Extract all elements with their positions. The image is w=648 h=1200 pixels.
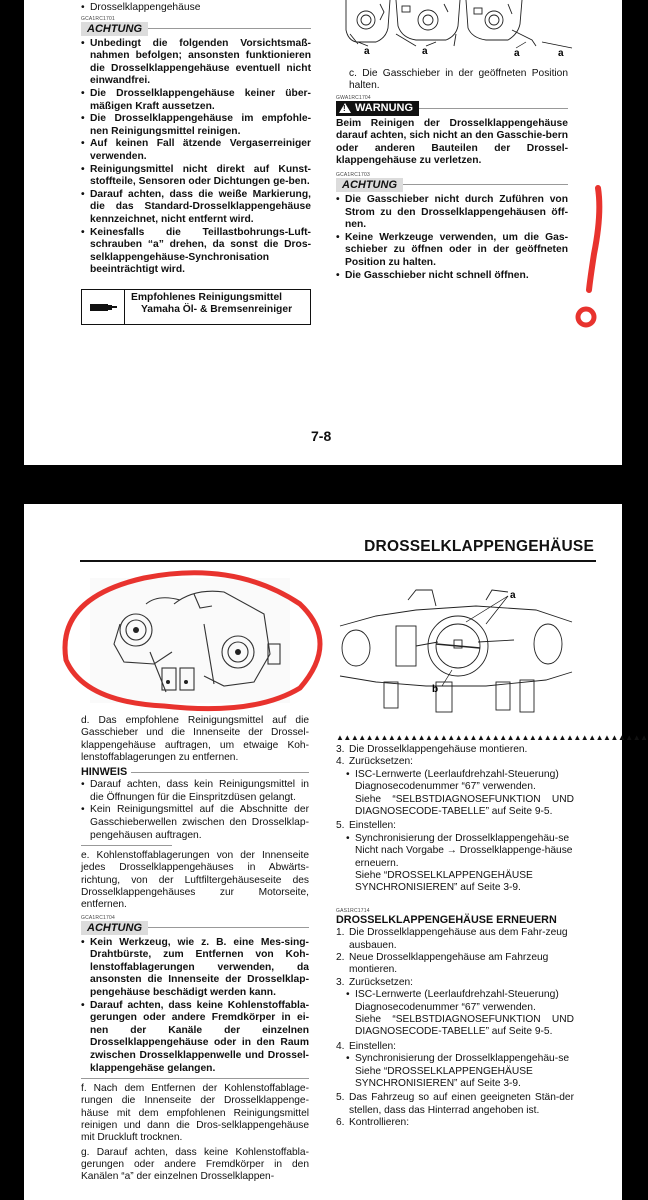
step-number: 4.: [336, 1040, 345, 1052]
throttle-body-photo: [54, 564, 314, 724]
list-item: • Die Drosselklappengehäuse im empfohle-nen Reinigungsmittel reinigen.: [81, 113, 311, 138]
caution-list-3: [81, 937, 309, 1076]
list-item: • Darauf achten, dass kein Reinigungsmittel in die Öffnungen für die Einspritzdüsen gelangt.: [81, 779, 309, 804]
step-number: 5.: [336, 820, 345, 832]
left-column-2: [81, 715, 309, 1184]
numbered-step: [336, 756, 574, 768]
step-number: 3.: [336, 976, 345, 988]
numbered-step: [336, 977, 574, 989]
hint-end-rule: [81, 845, 172, 846]
caution-header: [81, 22, 311, 36]
step-text: Zurücksetzen:: [349, 756, 413, 768]
reference-code: GCA1RC1701: [81, 15, 115, 22]
manual-page-7-8: [24, 0, 622, 465]
figure-label-a: a: [364, 46, 370, 57]
recommended-cleaner-box: [81, 289, 311, 325]
step-d: d. Das empfohlene Reinigungsmittel auf die Gasschieber und die Innenseite der Drossel-klappengehäuse auftragen, um etwaige Koh-lenstoffablagerungen zu entfernen.: [81, 715, 309, 763]
reference-code: GWA1RC1704: [336, 94, 371, 101]
list-item: • Kein Reinigungsmittel auf die Abschnitte der Gasschieberwellen zwischen den Drosselklap-pengehäusen auftragen.: [81, 804, 309, 842]
list-item: • Die Gasschieber nicht schnell öffnen.: [336, 270, 568, 283]
isc-item: • ISC-Lernwerte (Leerlaufdrehzahl-Steuerung) Diagnosecodenummer “67” verwenden.: [346, 989, 574, 1014]
list-item: • Die Drosselklappengehäuse keiner über-mäßigen Kraft aussetzen.: [81, 88, 311, 113]
caution-header-3: [81, 921, 309, 935]
list-item: • Die Gasschieber nicht durch Zuführen von Strom zu den Drosselklappengehäusen öff-nen.: [336, 194, 568, 232]
adjust-list-2: [346, 1053, 574, 1066]
caution-list-2: [336, 194, 568, 282]
numbered-step: [336, 744, 574, 756]
recommended-value: Yamaha Öl- & Bremsenreiniger: [141, 304, 293, 316]
figure-label-a: a: [422, 46, 428, 57]
step-5b: [336, 1092, 574, 1117]
renew-step-list: [336, 927, 574, 988]
step-list: [336, 744, 574, 769]
figure-label-a: a: [558, 48, 564, 59]
step-e: e. Kohlenstoffablagerungen von der Innenseite jedes Drosselklappengehäuses in Abwärts-richtung, von der Luftfiltergehäuseseite des Drosselklappengehäuses zur Motorseite, entfernen.: [81, 850, 309, 911]
caution-list: [81, 38, 311, 277]
isc-reference: Siehe “SELBSTDIAGNOSEFUNKTION UND DIAGNOSECODE-TABELLE” auf Seite 9-5.: [355, 1014, 574, 1038]
spray-can-icon: [82, 290, 125, 324]
recommended-label: Empfohlenes Reinigungsmittel: [131, 291, 283, 303]
throttle-body-diagram: [336, 586, 574, 726]
isc-item: • ISC-Lernwerte (Leerlaufdrehzahl-Steuerung) Diagnosecodenummer “67” verwenden.: [346, 769, 574, 794]
step-g: g. Darauf achten, dass keine Kohlenstoffabla-gerungen oder andere Fremdkörper in den Kanälen “a” der einzelnen Drosselklappen-: [81, 1146, 309, 1183]
numbered-step: [336, 952, 574, 977]
hint-divider: [131, 772, 309, 773]
step-f: f. Nach dem Entfernen der Kohlenstoffablage-rungen die Innenseite der Drosselklappenge-häuse mit dem empfohlenen Reinigungsmittel reinigen und dann die Dros-selklappengehäuse mit Druckluft trocknen.: [81, 1083, 309, 1144]
reference-code: GCA1RC1703: [336, 171, 370, 178]
warning-tag: [336, 101, 419, 116]
sync-reference: Siehe “DROSSELKLAPPENGEHÄUSE SYNCHRONISIEREN” auf Seite 3-9.: [355, 869, 533, 894]
numbered-step: [336, 927, 574, 952]
step-text: Das Fahrzeug so auf einen geeigneten Stän-der stellen, dass das Hinterrad angehoben ist.: [349, 1092, 574, 1116]
step-4: [336, 1041, 574, 1053]
caution-divider: [148, 927, 309, 928]
step-5: [336, 820, 574, 832]
list-item: • Unbedingt die folgenden Vorsichtsmaß-nahmen befolgen; ansonsten funktionieren die Drosselklappengehäuse eventuell nicht einwandfrei.: [81, 38, 311, 88]
page-number: 7-8: [311, 428, 332, 444]
step-c-text: c. Die Gasschieber in der geöffneten Position halten.: [349, 68, 568, 92]
step-number: 4.: [336, 756, 345, 768]
right-column: [336, 0, 568, 282]
adjust-list: [346, 833, 574, 846]
list-item: • Auf keinen Fall ätzende Vergaserreiniger verwenden.: [81, 138, 311, 163]
list-item: • Keinesfalls die Teillastbohrungs-Luft-schrauben “a” drehen, da sonst die Dros-selklappengehäuse-Synchronisation beeinträchtigt wird.: [81, 227, 311, 277]
manual-page-next: [24, 504, 648, 1200]
reset-list-2: [346, 989, 574, 1014]
step-number: 2.: [336, 952, 345, 964]
step-number: 6.: [336, 1116, 345, 1128]
warning-label: WARNUNG: [355, 101, 414, 114]
hint-label: HINWEIS: [81, 766, 128, 779]
isc-reference: Siehe “SELBSTDIAGNOSEFUNKTION UND DIAGNOSECODE-TABELLE” auf Seite 9-5.: [355, 793, 574, 818]
figure-label-a: a: [514, 48, 520, 59]
step-6: [336, 1117, 574, 1129]
sync-reference: Siehe “DROSSELKLAPPENGEHÄUSE SYNCHRONISIEREN” auf Seite 3-9.: [355, 1065, 533, 1089]
warning-divider: [419, 108, 568, 109]
left-column: [81, 2, 311, 325]
step-number: 1.: [336, 927, 345, 939]
step-c: [336, 68, 568, 93]
page-header-title: DROSSELKLAPPENGEHÄUSE: [364, 538, 594, 555]
hint-header: [81, 766, 309, 779]
right-column-2: [336, 744, 574, 1129]
header-rule: [80, 560, 596, 562]
figure-label-b: b: [432, 684, 439, 695]
figure-label-a: a: [510, 590, 516, 601]
step-text: Einstellen:: [349, 1040, 397, 1052]
recommended-cleaner-text: [125, 290, 298, 324]
caution-label: ACHTUNG: [81, 22, 148, 36]
hint-list: [81, 779, 309, 842]
throttle-body-figure: [336, 0, 568, 62]
reset-list: [346, 769, 574, 794]
step-text: Kontrollieren:: [349, 1116, 410, 1128]
list-item: • Keine Werkzeuge verwenden, um die Gas-schieber zu öffnen oder in der geöffneten Position zu halten.: [336, 232, 568, 270]
reference-code: GAS1RC1714: [336, 908, 370, 915]
top-bullet-list: [81, 2, 311, 15]
step-number: 3.: [336, 744, 345, 755]
svg-text:!: !: [594, 194, 595, 195]
red-exclamation-annotation: [564, 184, 604, 334]
caution-header-2: [336, 178, 568, 192]
step-text: Die Drosselklappengehäuse montieren.: [349, 744, 528, 755]
caution-label: ACHTUNG: [81, 921, 148, 935]
sync-note: Nicht nach Vorgabe → Drosselklappenge-häuse erneuern.: [355, 845, 573, 869]
caution-label: ACHTUNG: [336, 178, 403, 192]
sync-item: • Synchronisierung der Drosselklappengehäu-se: [346, 1053, 574, 1066]
step-number: 5.: [336, 1092, 345, 1104]
triangle-divider: ▲▲▲▲▲▲▲▲▲▲▲▲▲▲▲▲▲▲▲▲▲▲▲▲▲▲▲▲▲▲▲▲▲▲▲▲▲▲▲▲▲▲: [336, 733, 648, 742]
step-text: Zurücksetzen:: [349, 976, 413, 988]
step-text: Einstellen:: [349, 820, 397, 832]
step-text: Die Drosselklappengehäuse aus dem Fahr-zeug ausbauen.: [349, 927, 568, 951]
warning-header: [336, 101, 568, 116]
list-item: • Reinigungsmittel nicht direkt auf Kunst-stoffteile, Sensoren oder Dichtungen ge-ben.: [81, 164, 311, 189]
section-title: DROSSELKLAPPENGEHÄUSE ERNEUERN: [336, 914, 557, 927]
list-item: • Darauf achten, dass keine Kohlenstoffabla-gerungen oder andere Fremdkörper in ei-nen der Kanäle der einzelnen Drosselklappengehäuse oder in den Raum zwischen Drosselklappenwelle und Drossel-klappengehäse gelangen.: [81, 1000, 309, 1076]
top-bullet: • Drosselklappengehäuse: [81, 2, 311, 15]
caution-end-rule: [81, 1078, 309, 1079]
step-text: Neue Drosselklappengehäuse am Fahrzeug montieren.: [349, 952, 549, 976]
list-item: • Darauf achten, dass die weiße Markierung, die das Standard-Drosselklappengehäuse kennzeichnet, nicht entfernt wird.: [81, 189, 311, 227]
reference-code: GCA1RC1704: [81, 914, 115, 921]
warning-text: Beim Reinigen der Drosselklappengehäuse darauf achten, sich nicht an den Gasschie-bern oder anderen Bauteilen der Drossel-klappengehäuse zu verletzen.: [336, 117, 568, 167]
warning-triangle-icon: !: [339, 103, 351, 113]
caution-divider: [148, 28, 311, 29]
sync-item: • Synchronisierung der Drosselklappengehäu-se: [346, 833, 574, 846]
caution-divider: [403, 184, 568, 185]
list-item: • Kein Werkzeug, wie z. B. eine Mes-sing-Drahtbürste, zum Entfernen von Koh-lenstoffablagerungen verwenden, da ansonsten die Innenseite der Drosselklap-pengehäuse beschädigt werden kann.: [81, 937, 309, 1000]
